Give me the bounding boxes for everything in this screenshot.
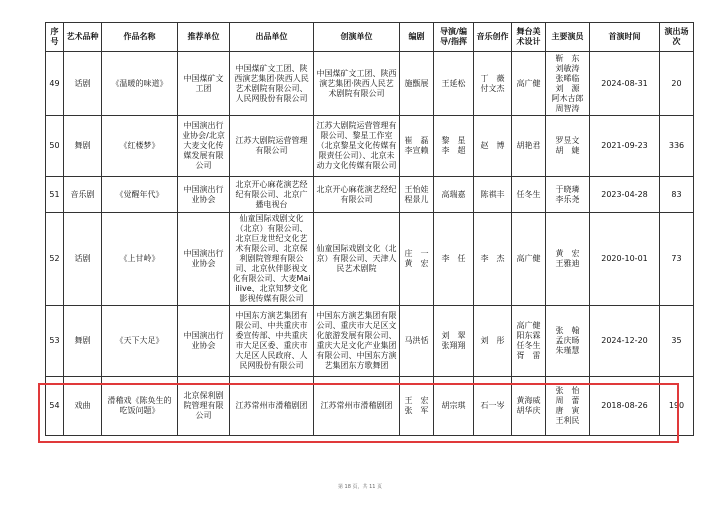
- creator-cell: 中国煤矿文工团、陕西演艺集团·陕西人民艺术剧院有限公司: [314, 52, 400, 116]
- stage-design-cell: 黄海威 胡华庆: [512, 377, 546, 436]
- director-cell: 刘 翠 张翔翔: [434, 306, 474, 377]
- music-cell: 赵 博: [474, 116, 512, 177]
- header-row: [46, 23, 694, 52]
- shows-cell: 20: [660, 52, 694, 116]
- director-cell: 胡宗琪: [434, 377, 474, 436]
- genre-cell: 舞剧: [64, 116, 102, 177]
- producer-cell: 中国煤矿文工团、陕西演艺集团·陕西人民艺术剧院有限公司、人民网股份有限公司: [230, 52, 314, 116]
- producer-cell: 北京开心麻花演艺经纪有限公司、北京广播电视台: [230, 177, 314, 213]
- shows-cell: 73: [660, 213, 694, 306]
- stage-design-cell: 任冬生: [512, 177, 546, 213]
- table-row: [46, 177, 694, 213]
- premiere-cell: 2021-09-23: [590, 116, 660, 177]
- music-cell: 刘 彤: [474, 306, 512, 377]
- genre-cell: 舞剧: [64, 306, 102, 377]
- producer-cell: 仙童国际戏剧文化（北京）有限公司、北京巨龙世纪文化艺术有限公司、北京保利剧院管理有限公司、北京伙伴影视文化有限公司、大麦Maiilive、北京知梦文化影视传媒有限公司: [230, 213, 314, 306]
- recommender-cell: 中国演出行业协会/北京大麦文化传媒发展有限公司: [178, 116, 230, 177]
- writer-cell: 施甑展: [400, 52, 434, 116]
- stage-design-cell: 高广健 阳东霖 任冬生 胥 雷: [512, 306, 546, 377]
- table-row: [46, 306, 694, 377]
- works-table: [45, 22, 694, 436]
- producer-cell: 江苏常州市滑稽剧团: [230, 377, 314, 436]
- header-cell: 舞台美术设计: [512, 23, 546, 52]
- music-cell: 丁 薇 付文杰: [474, 52, 512, 116]
- table-row: [46, 377, 694, 436]
- writer-cell: 王怡娃 程景儿: [400, 177, 434, 213]
- genre-cell: 话剧: [64, 52, 102, 116]
- header-cell: 首演时间: [590, 23, 660, 52]
- row-number: 53: [46, 306, 64, 377]
- music-cell: 李 杰: [474, 213, 512, 306]
- premiere-cell: 2020-10-01: [590, 213, 660, 306]
- title-cell: 《温暖的味道》: [102, 52, 178, 116]
- table-row: [46, 213, 694, 306]
- premiere-cell: 2024-12-20: [590, 306, 660, 377]
- shows-cell: 35: [660, 306, 694, 377]
- header-cell: 作品名称: [102, 23, 178, 52]
- row-number: 51: [46, 177, 64, 213]
- recommender-cell: 中国演出行业协会: [178, 177, 230, 213]
- writer-cell: 崔 磊 李宣赖: [400, 116, 434, 177]
- title-cell: 《上甘岭》: [102, 213, 178, 306]
- genre-cell: 话剧: [64, 213, 102, 306]
- header-cell: 导演/编导/指挥: [434, 23, 474, 52]
- shows-cell: 336: [660, 116, 694, 177]
- genre-cell: 戏曲: [64, 377, 102, 436]
- recommender-cell: 中国演出行业协会: [178, 306, 230, 377]
- table-row: [46, 116, 694, 177]
- music-cell: 石一岑: [474, 377, 512, 436]
- table-row: [46, 52, 694, 116]
- music-cell: 陈祺丰: [474, 177, 512, 213]
- actors-cell: 罗昱文 胡 婕: [546, 116, 590, 177]
- premiere-cell: 2018-08-26: [590, 377, 660, 436]
- title-cell: 《红楼梦》: [102, 116, 178, 177]
- producer-cell: 中国东方演艺集团有限公司、中共重庆市委宣传部、中共重庆市大足区委、重庆市大足区人民政府、人民网股份有限公司: [230, 306, 314, 377]
- title-cell: 《觉醒年代》: [102, 177, 178, 213]
- creator-cell: 江苏常州市滑稽剧团: [314, 377, 400, 436]
- header-cell: 主要演员: [546, 23, 590, 52]
- header-cell: 创演单位: [314, 23, 400, 52]
- creator-cell: 仙童国际戏剧文化（北京）有限公司、天津人民艺术剧院: [314, 213, 400, 306]
- writer-cell: 庄 一 黄 宏: [400, 213, 434, 306]
- header-cell: 演出场次: [660, 23, 694, 52]
- director-cell: 李 任: [434, 213, 474, 306]
- recommender-cell: 中国煤矿文工团: [178, 52, 230, 116]
- premiere-cell: 2024-08-31: [590, 52, 660, 116]
- page-footer: 第 18 页，共 11 页: [337, 484, 383, 490]
- title-cell: 《天下大足》: [102, 306, 178, 377]
- header-cell: 艺术品种: [64, 23, 102, 52]
- director-cell: 高瑞嘉: [434, 177, 474, 213]
- writer-cell: 马洪恬: [400, 306, 434, 377]
- header-cell: 编剧: [400, 23, 434, 52]
- actors-cell: 于晓璘 李乐尧: [546, 177, 590, 213]
- actors-cell: 黄 宏 王雅迪: [546, 213, 590, 306]
- recommender-cell: 中国演出行业协会: [178, 213, 230, 306]
- shows-cell: 83: [660, 177, 694, 213]
- title-cell: 滑稽戏《陈奂生的吃饭问题》: [102, 377, 178, 436]
- row-number: 54: [46, 377, 64, 436]
- writer-cell: 王 宏 张 军: [400, 377, 434, 436]
- shows-cell: 190: [660, 377, 694, 436]
- actors-cell: 张 怡 周 蕾 唐 寅 王利民: [546, 377, 590, 436]
- header-cell: 出品单位: [230, 23, 314, 52]
- director-cell: 王延松: [434, 52, 474, 116]
- row-number: 49: [46, 52, 64, 116]
- stage-design-cell: 高广健: [512, 213, 546, 306]
- stage-design-cell: 高广健: [512, 52, 546, 116]
- recommender-cell: 北京保利剧院管理有限公司: [178, 377, 230, 436]
- creator-cell: 江苏大剧院运营管理有限公司、黎星工作室（北京黎星文化传媒有限责任公司）、北京未动力文化传媒有限公司: [314, 116, 400, 177]
- stage-design-cell: 胡艳君: [512, 116, 546, 177]
- director-cell: 黎 星 李 超: [434, 116, 474, 177]
- row-number: 52: [46, 213, 64, 306]
- producer-cell: 江苏大剧院运营管理有限公司: [230, 116, 314, 177]
- header-cell: 推荐单位: [178, 23, 230, 52]
- actors-cell: 张 翰 孟庆旸 朱瑾慧: [546, 306, 590, 377]
- premiere-cell: 2023-04-28: [590, 177, 660, 213]
- genre-cell: 音乐剧: [64, 177, 102, 213]
- header-cell: 音乐创作: [474, 23, 512, 52]
- creator-cell: 中国东方演艺集团有限公司、重庆市大足区文化旅游发展有限公司、重庆大足文化产业集团有限公司、中国东方演艺集团东方歌舞团: [314, 306, 400, 377]
- header-cell: 序号: [46, 23, 64, 52]
- creator-cell: 北京开心麻花演艺经纪有限公司: [314, 177, 400, 213]
- row-number: 50: [46, 116, 64, 177]
- actors-cell: 靳 东 刘敏涛 张晞临 刘 源 阿木古郎 周智涛: [546, 52, 590, 116]
